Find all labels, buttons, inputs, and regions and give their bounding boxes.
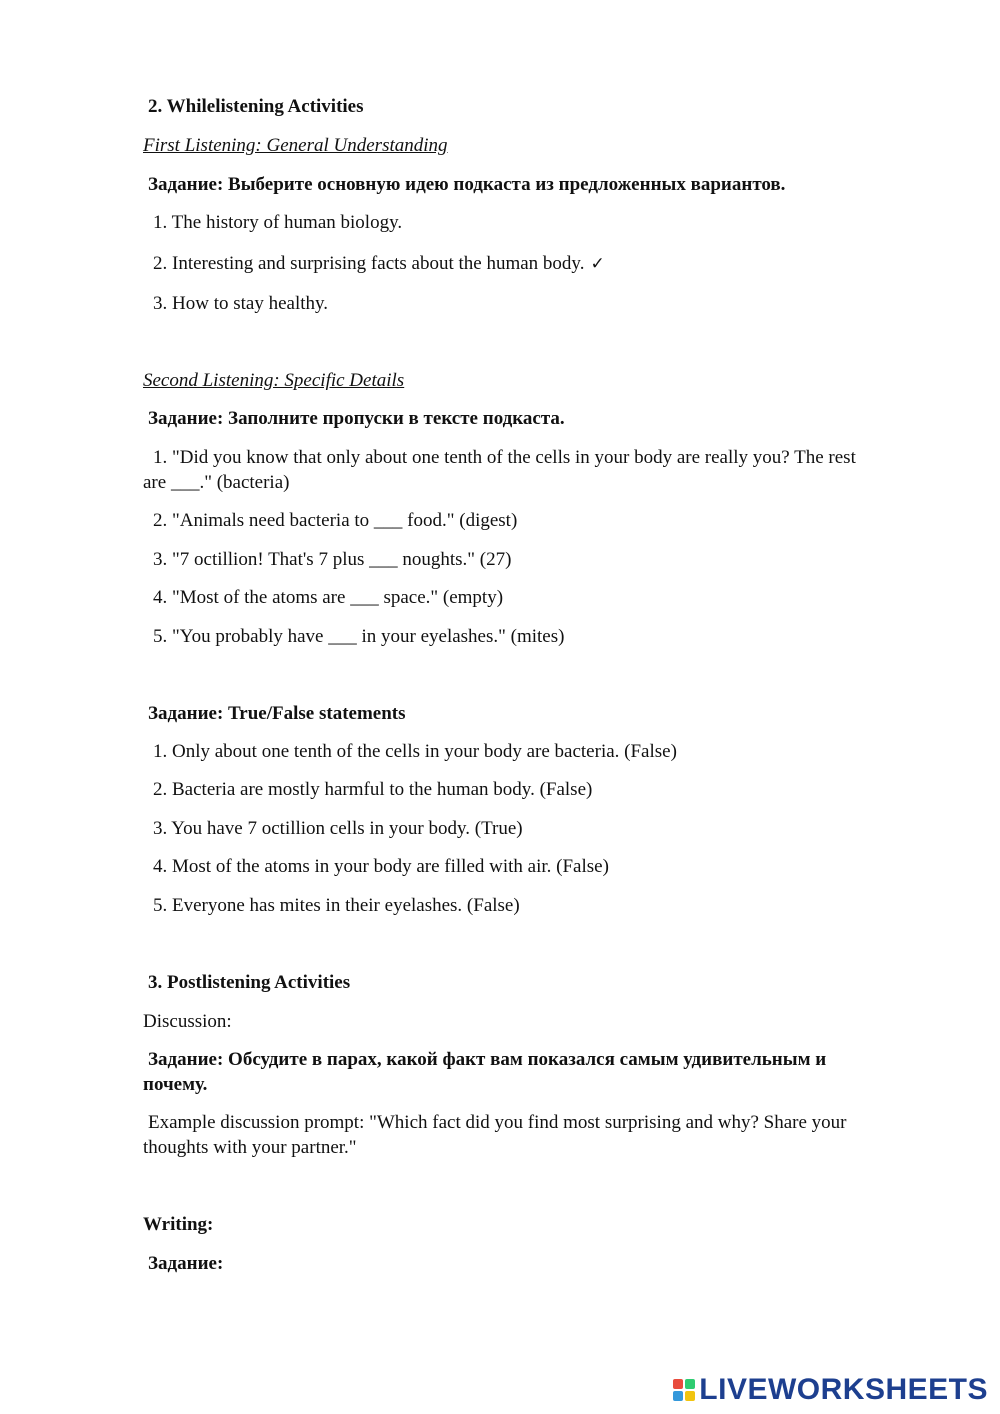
logo-text: LIVEWORKSHEETS: [699, 1373, 988, 1406]
truefalse-item-4: 4. Most of the atoms in your body are filled with air. (False): [153, 856, 609, 877]
logo-tile: [673, 1379, 683, 1389]
truefalse-item-1: 1. Only about one tenth of the cells in your body are bacteria. (False): [153, 741, 677, 762]
first-option-3: 3. How to stay healthy.: [153, 293, 329, 314]
second-listening-title: Second Listening: Specific Details: [143, 370, 405, 391]
checkmark-icon: ✓: [590, 254, 605, 274]
logo-tile: [685, 1379, 695, 1389]
section-3-heading: 3. Postlistening Activities: [148, 972, 351, 993]
gap-item-4: 4. "Most of the atoms are ___ space." (empty): [153, 587, 504, 608]
gap-item-2: 2. "Animals need bacteria to ___ food." (digest): [153, 510, 518, 531]
truefalse-item-2: 2. Bacteria are mostly harmful to the human body. (False): [153, 779, 593, 800]
section-2-heading: 2. Whilelistening Activities: [148, 96, 364, 117]
logo-tile: [685, 1391, 695, 1401]
truefalse-task: Задание: True/False statements: [148, 703, 406, 724]
discussion-task-line2: почему.: [143, 1074, 208, 1095]
gap-item-1-line1: 1. "Did you know that only about one tenth of the cells in your body are really you? The rest: [153, 447, 856, 468]
gap-item-5: 5. "You probably have ___ in your eyelashes." (mites): [153, 626, 565, 647]
truefalse-item-5: 5. Everyone has mites in their eyelashes. (False): [153, 895, 520, 916]
first-option-2: [153, 252, 605, 276]
writing-task: Задание:: [148, 1253, 224, 1274]
first-listening-title: First Listening: General Understanding: [143, 135, 448, 156]
discussion-prompt-line1: Example discussion prompt: "Which fact did you find most surprising and why? Share your: [148, 1112, 847, 1133]
truefalse-item-3: 3. You have 7 octillion cells in your body. (True): [153, 818, 523, 839]
gap-item-1-line2: are ___." (bacteria): [143, 472, 290, 493]
writing-label: Writing:: [143, 1214, 214, 1235]
second-listening-task: Задание: Заполните пропуски в тексте подкаста.: [148, 408, 565, 429]
first-option-2-text: 2. Interesting and surprising facts about the human body.: [153, 253, 585, 274]
first-listening-task: Задание: Выберите основную идею подкаста из предложенных вариантов.: [148, 174, 786, 195]
liveworksheets-logo: [673, 1375, 988, 1405]
first-option-1: 1. The history of human biology.: [153, 212, 403, 233]
discussion-task-line1: Задание: Обсудите в парах, какой факт вам показался самым удивительным и: [148, 1049, 827, 1070]
gap-item-3: 3. "7 octillion! That's 7 plus ___ noughts." (27): [153, 549, 512, 570]
discussion-label: Discussion:: [143, 1011, 232, 1032]
logo-mark-icon: [673, 1379, 695, 1401]
logo-tile: [673, 1391, 683, 1401]
discussion-prompt-line2: thoughts with your partner.": [143, 1137, 357, 1158]
